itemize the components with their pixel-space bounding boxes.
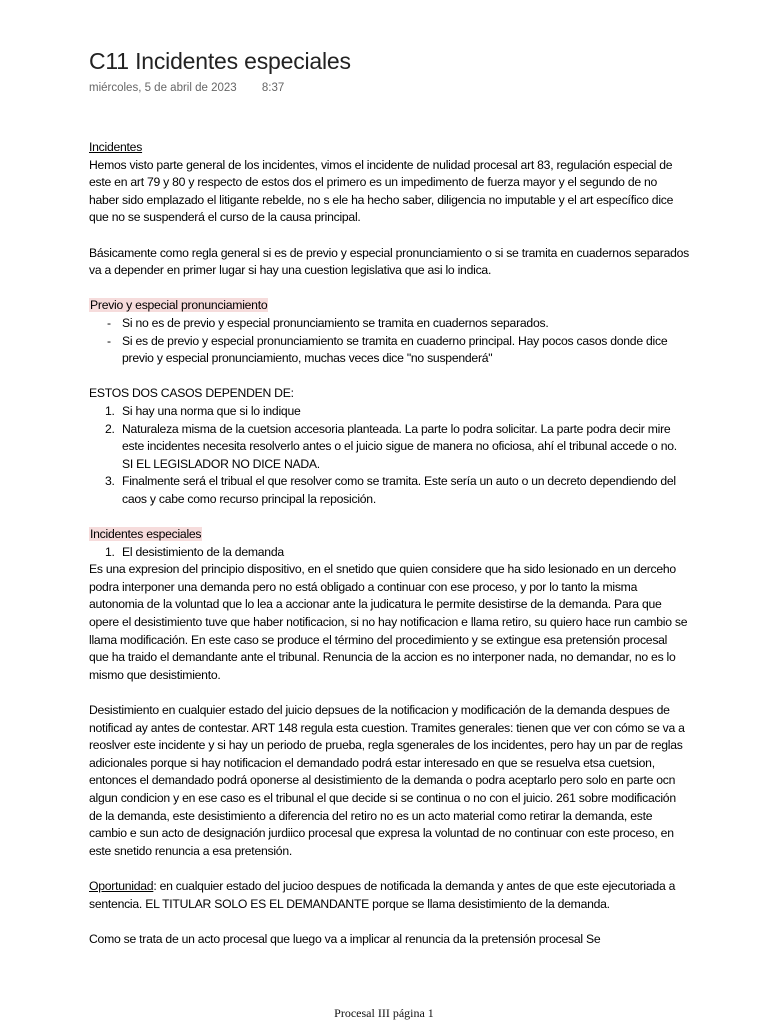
list-item: 2. Naturaleza misma de la cuetsion accesoria planteada. La parte lo podra solicitar. La parte podra decir mire este incidentes necesita resolverlo antes o el juicio sigue de manera no oficiosa, ahí el tribunal accede o no. SI EL LEGISLADOR NO DICE NADA. (105, 421, 677, 471)
list-item: 1. El desistimiento de la demanda (105, 544, 284, 559)
page-title: C11 Incidentes especiales (89, 48, 351, 74)
page-time: 8:37 (261, 82, 285, 94)
list-item: - Si es de previo y especial pronunciamiento se tramita en cuaderno principal. Hay pocos casos donde dice previo y especial pronunciamiento, muchas veces dice "no suspenderá" (105, 333, 689, 368)
paragraph-acto-procesal: Como se trata de un acto procesal que luego va a implicar al renuncia da la pretensión procesal Se (89, 931, 601, 946)
list-especiales (89, 544, 689, 562)
list-item: 1. Si hay una norma que si lo indique (105, 403, 301, 418)
paragraph-oportunidad: Oportunidad: en cualquier estado del jucioo despues de notificada la demanda y antes de que este ejecutoriada a sentencia. EL TITULAR SOLO ES EL DEMANDANTE porque se llama desistimiento de la demanda. (89, 878, 676, 911)
page-meta (89, 82, 284, 94)
heading-previo: Previo y especial pronunciamiento (90, 298, 268, 313)
list-previo (89, 315, 689, 368)
paragraph-intro: Hemos visto parte general de los incidentes, vimos el incidente de nulidad procesal art 83, regulación especial de este en art 79 y 80 y respecto de estos dos el primero es un impedimento de fuerza mayor y el segundo de no haber sido emplazado el litigante rebelde, no s ele ha hecho saber, diligencia no imputable y el art específico dice que no se suspenderá el curso de la causa principal. (89, 157, 674, 225)
list-item: 3. Finalmente será el tribual el que resolver como se tramita. Este sería un auto o un decreto dependiendo del caos y cabe como recurso principal la reposición. (105, 474, 676, 506)
page-footer: Procesal III página 1 (334, 1006, 434, 1020)
oportunidad-label: Oportunidad (89, 878, 154, 893)
heading-casos: ESTOS DOS CASOS DEPENDEN DE: (89, 386, 294, 401)
paragraph-desistimiento: Es una expresion del principio dispositivo, en el snetido que quien considere que ha sido lesionado en un derceho podra interponer una demanda pero no está obligado a continuar con ese proceso, y por lo tanto la misma autonomia de la voluntad que lo lea a accionar ante la judicatura le permite desistirse de la demanda. Para que opere el desistimiento tuve que haber notificacion, si no hay notificacion e llama retiro, su quiero hace run cambio se llama modificación. En este caso se produce el término del procedimiento y se extingue esa pretensión procesal que ha traido el demandante ante el tribunal. Renuncia de la accion es no interponer nada, no demandar, no es lo mismo que desistimiento. (89, 562, 688, 682)
paragraph-regla-general: Básicamente como regla general si es de previo y especial pronunciamiento o si se tramita en cuadernos separados va a depender en primer lugar si hay una cuestion legislativa que asi lo indica. (89, 245, 690, 278)
list-casos (89, 403, 689, 509)
heading-incidentes: Incidentes (89, 140, 143, 154)
page-date: miércoles, 5 de abril de 2023 (89, 82, 237, 94)
heading-incidentes-especiales: Incidentes especiales (90, 527, 202, 542)
note-content (89, 139, 689, 948)
list-item: - Si no es de previo y especial pronunciamiento se tramita en cuadernos separados. (105, 315, 689, 333)
paragraph-estado-juicio: Desistimiento en cualquier estado del juicio depsues de la notificacion y modificación de la demanda despues de notificad ay antes de contestar. ART 148 regula esta cuestion. Tramites generales: tienen que ver con cómo se va a reoslver este incidente y si hay un periodo de prueba, regla sgenerales de los incidentes, pero hay un par de reglas adicionales porque si hay notificacion el demandado podrá estar interesado en que se resuelva etsa cuetsion, entonces el demandado podrá oponerse al desistimiento de la demanda o podra aceptarlo pero solo en parte ocn algun condicion y en ese caso es el tribunal el que decide si se continua o no con el juicio. 261 sobre modificación de la demanda, este desistimiento a diferencia del retiro no es un acto material como retirar la demanda, este cambio e sun acto de designación jurdiico procesal que expresa la voluntad de no continuar con este proceso, en este snetido renuncia a esa pretensión. (89, 703, 685, 858)
